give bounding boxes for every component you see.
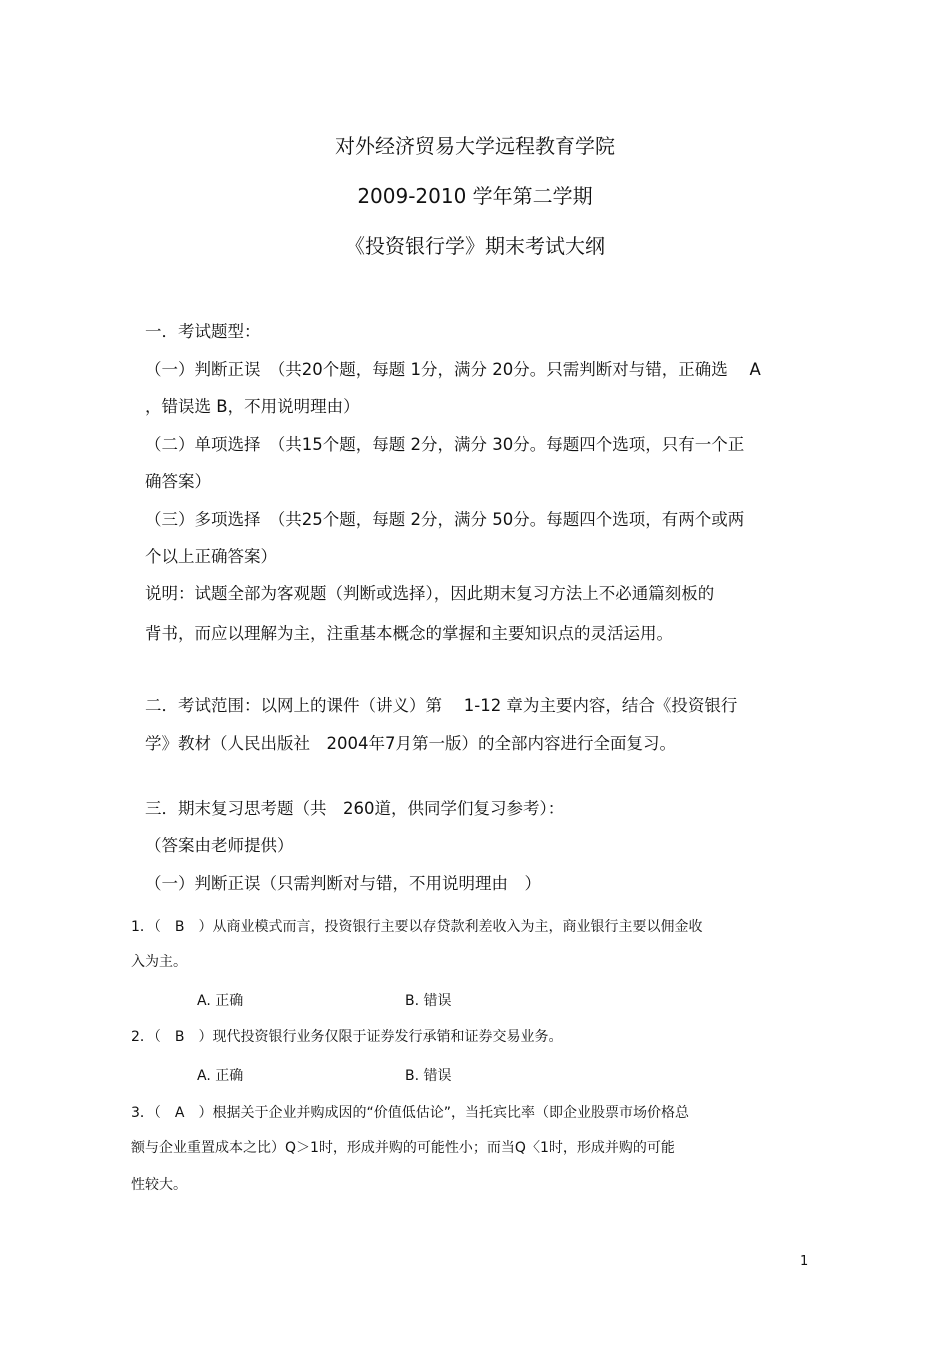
school-title: 对外经济贸易大学远程教育学院 [335,134,615,158]
question-line: 入为主。 [131,954,187,970]
section1-line: （一）判断正误 （共20个题，每题 1分，满分 20分。只需判断对与错，正确选 A [145,360,761,379]
section1-heading: 一．考试题型： [145,322,261,341]
question-line: 额与企业重置成本之比）Q＞1时，形成并购的可能性小；而当Q〈1时，形成并购的可能 [131,1140,675,1156]
question-line: 性较大。 [131,1177,187,1193]
option-b: B. 错误 [405,993,452,1009]
section1-line: 确答案） [145,472,211,491]
section3-note: （答案由老师提供） [145,836,294,855]
section1-line: 个以上正确答案） [145,547,277,566]
option-a: A. 正确 [197,1068,244,1084]
page-number: 1 [800,1254,809,1269]
section1-line: （三）多项选择 （共25个题，每题 2分，满分 50分。每题四个选项，有两个或两 [145,510,745,529]
option-a: A. 正确 [197,993,244,1009]
section1-line: 说明：试题全部为客观题（判断或选择），因此期末复习方法上不必通篇刻板的 [145,584,715,603]
question-line: 3．（ A ）根据关于企业并购成因的“价值低估论”，当托宾比率（即企业股票市场价格总 [131,1105,689,1121]
section2-line: 二．考试范围：以网上的课件（讲义）第 1-12 章为主要内容，结合《投资银行 [145,696,738,715]
section1-line: 背书，而应以理解为主，注重基本概念的掌握和主要知识点的灵活运用。 [145,624,673,643]
section1-line: ，错误选 B，不用说明理由） [145,397,360,416]
semester-title: 2009-2010 学年第二学期 [357,184,593,208]
question-line: 2．（ B ）现代投资银行业务仅限于证券发行承销和证券交易业务。 [131,1029,563,1045]
section2-line: 学》教材（人民出版社 2004年7月第一版）的全部内容进行全面复习。 [145,734,676,753]
section3-heading: 三．期末复习思考题（共 260道，供同学们复习参考）： [145,799,565,818]
question-line: 1．（ B ）从商业模式而言，投资银行主要以存贷款利差收入为主，商业银行主要以佣金收 [131,919,703,935]
section3-subheading: （一）判断正误（只需判断对与错，不用说明理由 ） [145,874,541,893]
exam-title: 《投资银行学》期末考试大纲 [345,234,605,258]
option-b: B. 错误 [405,1068,452,1084]
section1-line: （二）单项选择 （共15个题，每题 2分，满分 30分。每题四个选项，只有一个正 [145,435,745,454]
